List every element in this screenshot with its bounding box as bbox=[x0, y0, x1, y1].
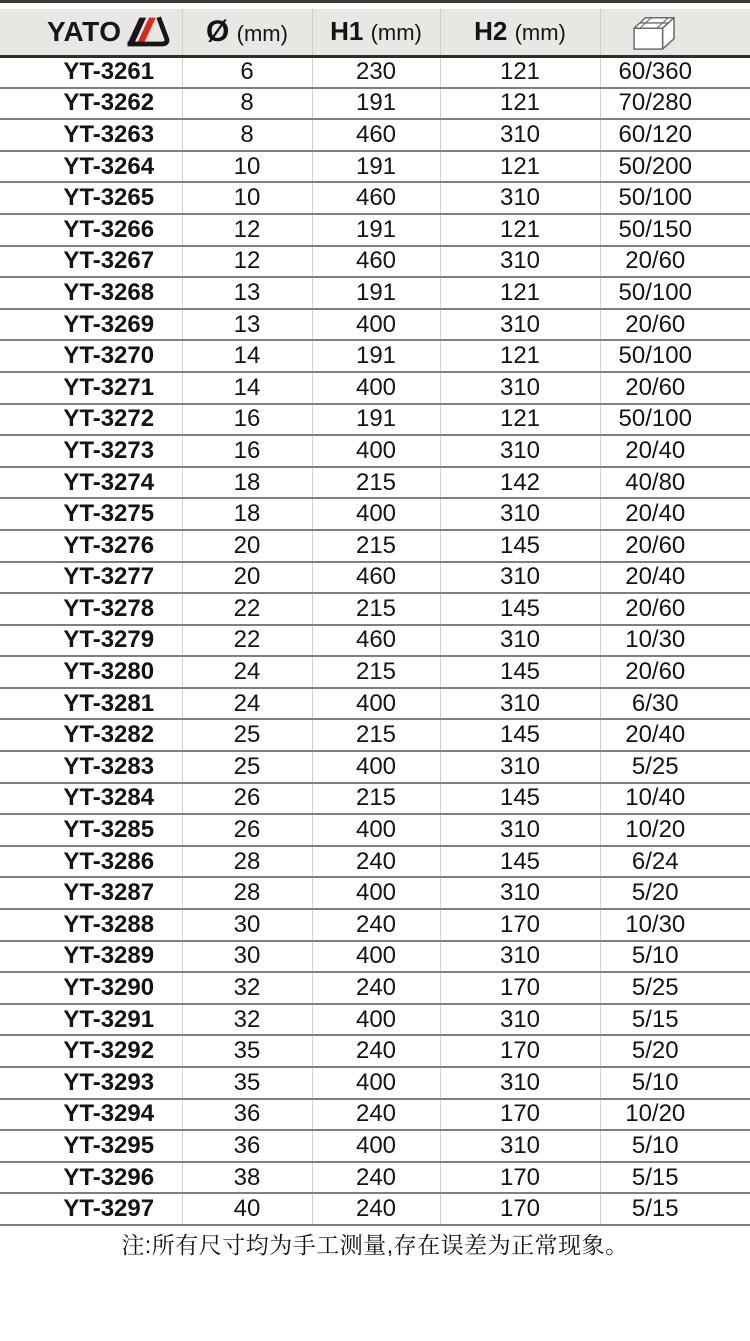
diameter-cell: 12 bbox=[182, 214, 312, 246]
h1-cell: 215 bbox=[312, 593, 440, 625]
h1-cell: 215 bbox=[312, 656, 440, 688]
diameter-cell: 26 bbox=[182, 814, 312, 846]
packaging-cell: 5/25 bbox=[600, 972, 750, 1004]
model-cell: YT-3279 bbox=[63, 626, 155, 654]
model-cell: YT-3296 bbox=[63, 1163, 155, 1191]
diameter-cell: 13 bbox=[182, 309, 312, 341]
table-row bbox=[0, 498, 750, 530]
packaging-cell: 20/60 bbox=[600, 246, 750, 278]
yato-brand-mark-icon bbox=[127, 16, 171, 48]
h2-cell: 145 bbox=[440, 593, 600, 625]
table-row bbox=[0, 1162, 750, 1194]
table-row bbox=[0, 151, 750, 183]
packaging-cell: 6/24 bbox=[600, 846, 750, 878]
packaging-cell: 20/60 bbox=[600, 593, 750, 625]
model-cell: YT-3297 bbox=[63, 1195, 155, 1223]
h1-cell: 400 bbox=[312, 309, 440, 341]
packaging-cell: 40/80 bbox=[600, 467, 750, 499]
table-row bbox=[0, 625, 750, 657]
model-cell: YT-3283 bbox=[63, 752, 155, 780]
diameter-unit: (mm) bbox=[236, 20, 288, 46]
h1-cell: 191 bbox=[312, 88, 440, 120]
table-row bbox=[0, 340, 750, 372]
h1-cell: 460 bbox=[312, 562, 440, 594]
h2-cell: 170 bbox=[440, 1162, 600, 1194]
model-cell: YT-3288 bbox=[63, 910, 155, 938]
diameter-cell: 20 bbox=[182, 562, 312, 594]
diameter-cell: 10 bbox=[182, 182, 312, 214]
table-row bbox=[0, 309, 750, 341]
model-cell: YT-3271 bbox=[63, 373, 155, 401]
column-header-h2 bbox=[440, 9, 600, 56]
packaging-cell: 20/60 bbox=[600, 372, 750, 404]
h1-cell: 215 bbox=[312, 719, 440, 751]
model-cell: YT-3264 bbox=[63, 152, 155, 180]
model-cell: YT-3266 bbox=[63, 215, 155, 243]
model-cell: YT-3290 bbox=[63, 974, 155, 1002]
table-row bbox=[0, 1099, 750, 1131]
column-header-h1 bbox=[312, 9, 440, 56]
h2-cell: 145 bbox=[440, 530, 600, 562]
h2-cell: 310 bbox=[440, 941, 600, 973]
packaging-cell: 50/150 bbox=[600, 214, 750, 246]
packaging-cell: 5/10 bbox=[600, 1067, 750, 1099]
h1-cell: 240 bbox=[312, 1099, 440, 1131]
column-header-packaging bbox=[600, 9, 750, 56]
h1-unit: (mm) bbox=[370, 20, 422, 46]
h2-label: H2 bbox=[474, 16, 508, 47]
h1-cell: 240 bbox=[312, 1162, 440, 1194]
table-row bbox=[0, 688, 750, 720]
table-row bbox=[0, 277, 750, 309]
packaging-cell: 20/40 bbox=[600, 719, 750, 751]
diameter-cell: 13 bbox=[182, 277, 312, 309]
model-cell: YT-3281 bbox=[63, 689, 155, 717]
table-row bbox=[0, 1004, 750, 1036]
diameter-cell: 28 bbox=[182, 846, 312, 878]
h2-cell: 310 bbox=[440, 814, 600, 846]
table-row bbox=[0, 656, 750, 688]
table-row bbox=[0, 909, 750, 941]
h1-cell: 215 bbox=[312, 783, 440, 815]
diameter-cell: 6 bbox=[182, 56, 312, 88]
h1-cell: 400 bbox=[312, 814, 440, 846]
model-cell: YT-3295 bbox=[63, 1131, 155, 1159]
h2-cell: 145 bbox=[440, 783, 600, 815]
h1-cell: 215 bbox=[312, 530, 440, 562]
h2-cell: 121 bbox=[440, 151, 600, 183]
model-cell: YT-3275 bbox=[63, 500, 155, 528]
model-cell: YT-3263 bbox=[63, 120, 155, 148]
measurement-note: 注:所有尺寸均为手工测量,存在误差为正常现象。 bbox=[121, 1231, 629, 1258]
h2-cell: 310 bbox=[440, 751, 600, 783]
model-cell: YT-3286 bbox=[63, 847, 155, 875]
packaging-cell: 20/40 bbox=[600, 562, 750, 594]
packaging-cell: 5/25 bbox=[600, 751, 750, 783]
h2-cell: 170 bbox=[440, 1035, 600, 1067]
h1-cell: 240 bbox=[312, 846, 440, 878]
diameter-cell: 28 bbox=[182, 877, 312, 909]
packaging-cell: 5/10 bbox=[600, 1130, 750, 1162]
diameter-cell: 24 bbox=[182, 688, 312, 720]
h1-cell: 460 bbox=[312, 246, 440, 278]
model-cell: YT-3268 bbox=[63, 278, 155, 306]
h1-cell: 191 bbox=[312, 404, 440, 436]
model-cell: YT-3284 bbox=[63, 784, 155, 812]
diameter-cell: 8 bbox=[182, 119, 312, 151]
diameter-cell: 22 bbox=[182, 625, 312, 657]
table-row bbox=[0, 941, 750, 973]
h1-cell: 400 bbox=[312, 435, 440, 467]
packaging-cell: 10/20 bbox=[600, 1099, 750, 1131]
table-row bbox=[0, 562, 750, 594]
diameter-cell: 26 bbox=[182, 783, 312, 815]
table-row bbox=[0, 246, 750, 278]
table-row bbox=[0, 119, 750, 151]
diameter-cell: 20 bbox=[182, 530, 312, 562]
h1-cell: 215 bbox=[312, 467, 440, 499]
diameter-cell: 14 bbox=[182, 372, 312, 404]
diameter-cell: 8 bbox=[182, 88, 312, 120]
packaging-cell: 20/60 bbox=[600, 530, 750, 562]
product-spec-table bbox=[0, 9, 750, 1226]
yato-logo-text: YATO bbox=[46, 15, 122, 47]
model-cell: YT-3287 bbox=[63, 879, 155, 907]
h2-cell: 121 bbox=[440, 340, 600, 372]
h1-cell: 400 bbox=[312, 498, 440, 530]
table-row bbox=[0, 530, 750, 562]
diameter-cell: 32 bbox=[182, 972, 312, 1004]
h1-cell: 191 bbox=[312, 340, 440, 372]
packaging-cell: 5/20 bbox=[600, 877, 750, 909]
header-row bbox=[0, 9, 750, 56]
diameter-cell: 30 bbox=[182, 941, 312, 973]
model-cell: YT-3273 bbox=[63, 436, 155, 464]
h2-cell: 310 bbox=[440, 688, 600, 720]
table-row bbox=[0, 846, 750, 878]
h1-cell: 460 bbox=[312, 119, 440, 151]
diameter-cell: 38 bbox=[182, 1162, 312, 1194]
model-cell: YT-3277 bbox=[63, 563, 155, 591]
h2-cell: 310 bbox=[440, 1130, 600, 1162]
model-cell: YT-3262 bbox=[63, 89, 155, 117]
diameter-cell: 24 bbox=[182, 656, 312, 688]
packaging-cell: 10/20 bbox=[600, 814, 750, 846]
diameter-cell: 32 bbox=[182, 1004, 312, 1036]
table-header bbox=[0, 9, 750, 56]
packaging-cell: 5/15 bbox=[600, 1162, 750, 1194]
model-cell: YT-3292 bbox=[63, 1037, 155, 1065]
table-row bbox=[0, 214, 750, 246]
diameter-cell: 18 bbox=[182, 498, 312, 530]
diameter-cell: 40 bbox=[182, 1193, 312, 1225]
model-cell: YT-3276 bbox=[63, 531, 155, 559]
h1-cell: 191 bbox=[312, 151, 440, 183]
table-row bbox=[0, 1130, 750, 1162]
model-cell: YT-3282 bbox=[63, 721, 155, 749]
h2-cell: 310 bbox=[440, 372, 600, 404]
model-cell: YT-3289 bbox=[63, 942, 155, 970]
packaging-cell: 50/100 bbox=[600, 340, 750, 372]
h2-cell: 170 bbox=[440, 972, 600, 1004]
h1-cell: 240 bbox=[312, 972, 440, 1004]
table-row bbox=[0, 593, 750, 625]
diameter-symbol: Ø bbox=[206, 14, 230, 48]
brand-header-cell bbox=[0, 9, 182, 56]
packaging-cell: 5/15 bbox=[600, 1193, 750, 1225]
packaging-cell: 20/60 bbox=[600, 309, 750, 341]
model-cell: YT-3272 bbox=[63, 405, 155, 433]
h2-cell: 145 bbox=[440, 846, 600, 878]
h2-cell: 121 bbox=[440, 404, 600, 436]
h2-cell: 310 bbox=[440, 246, 600, 278]
packaging-cell: 20/60 bbox=[600, 656, 750, 688]
packaging-cell: 50/100 bbox=[600, 182, 750, 214]
h2-cell: 310 bbox=[440, 498, 600, 530]
h1-cell: 400 bbox=[312, 1004, 440, 1036]
h2-cell: 170 bbox=[440, 909, 600, 941]
diameter-cell: 30 bbox=[182, 909, 312, 941]
h1-cell: 400 bbox=[312, 877, 440, 909]
table-row bbox=[0, 1067, 750, 1099]
h2-cell: 145 bbox=[440, 719, 600, 751]
diameter-cell: 12 bbox=[182, 246, 312, 278]
h1-cell: 240 bbox=[312, 1035, 440, 1067]
h2-cell: 310 bbox=[440, 182, 600, 214]
packaging-cell: 5/15 bbox=[600, 1004, 750, 1036]
h1-cell: 400 bbox=[312, 372, 440, 404]
packaging-cell: 6/30 bbox=[600, 688, 750, 720]
model-cell: YT-3278 bbox=[63, 594, 155, 622]
diameter-cell: 36 bbox=[182, 1099, 312, 1131]
h1-cell: 240 bbox=[312, 909, 440, 941]
h2-cell: 310 bbox=[440, 435, 600, 467]
h1-cell: 191 bbox=[312, 277, 440, 309]
carton-box-icon bbox=[601, 13, 711, 51]
h1-cell: 400 bbox=[312, 751, 440, 783]
table-row bbox=[0, 404, 750, 436]
table-row bbox=[0, 182, 750, 214]
table-row bbox=[0, 972, 750, 1004]
h2-unit: (mm) bbox=[514, 20, 566, 46]
packaging-cell: 5/10 bbox=[600, 941, 750, 973]
h2-cell: 121 bbox=[440, 56, 600, 88]
h2-cell: 170 bbox=[440, 1193, 600, 1225]
h1-cell: 400 bbox=[312, 688, 440, 720]
table-row bbox=[0, 372, 750, 404]
model-cell: YT-3280 bbox=[63, 658, 155, 686]
model-cell: YT-3274 bbox=[63, 468, 155, 496]
packaging-cell: 60/360 bbox=[600, 56, 750, 88]
model-cell: YT-3267 bbox=[63, 247, 155, 275]
packaging-cell: 50/200 bbox=[600, 151, 750, 183]
table-row bbox=[0, 719, 750, 751]
diameter-cell: 25 bbox=[182, 751, 312, 783]
h2-cell: 121 bbox=[440, 88, 600, 120]
packaging-cell: 10/30 bbox=[600, 625, 750, 657]
packaging-cell: 20/40 bbox=[600, 435, 750, 467]
h2-cell: 310 bbox=[440, 1004, 600, 1036]
diameter-cell: 35 bbox=[182, 1035, 312, 1067]
diameter-cell: 18 bbox=[182, 467, 312, 499]
model-cell: YT-3269 bbox=[63, 310, 155, 338]
table-row bbox=[0, 1035, 750, 1067]
model-cell: YT-3270 bbox=[63, 342, 155, 370]
h2-cell: 121 bbox=[440, 214, 600, 246]
model-cell: YT-3293 bbox=[63, 1068, 155, 1096]
h1-cell: 460 bbox=[312, 625, 440, 657]
packaging-cell: 50/100 bbox=[600, 277, 750, 309]
table-row bbox=[0, 1193, 750, 1225]
packaging-cell: 50/100 bbox=[600, 404, 750, 436]
h2-cell: 310 bbox=[440, 877, 600, 909]
table-row bbox=[0, 56, 750, 88]
h2-cell: 310 bbox=[440, 309, 600, 341]
model-cell: YT-3265 bbox=[63, 184, 155, 212]
h1-cell: 230 bbox=[312, 56, 440, 88]
table-row bbox=[0, 88, 750, 120]
h1-cell: 400 bbox=[312, 1067, 440, 1099]
diameter-cell: 16 bbox=[182, 435, 312, 467]
diameter-cell: 25 bbox=[182, 719, 312, 751]
h1-cell: 400 bbox=[312, 1130, 440, 1162]
column-header-diameter bbox=[182, 9, 312, 56]
h2-cell: 310 bbox=[440, 562, 600, 594]
h1-cell: 240 bbox=[312, 1193, 440, 1225]
h1-cell: 460 bbox=[312, 182, 440, 214]
diameter-cell: 16 bbox=[182, 404, 312, 436]
h2-cell: 310 bbox=[440, 625, 600, 657]
diameter-cell: 36 bbox=[182, 1130, 312, 1162]
h1-label: H1 bbox=[330, 16, 364, 47]
h2-cell: 310 bbox=[440, 119, 600, 151]
model-cell: YT-3261 bbox=[63, 58, 155, 86]
table-row bbox=[0, 783, 750, 815]
table-row bbox=[0, 877, 750, 909]
table-row bbox=[0, 435, 750, 467]
model-cell: YT-3294 bbox=[63, 1100, 155, 1128]
table-row bbox=[0, 467, 750, 499]
h2-cell: 145 bbox=[440, 656, 600, 688]
h2-cell: 170 bbox=[440, 1099, 600, 1131]
packaging-cell: 10/40 bbox=[600, 783, 750, 815]
diameter-cell: 35 bbox=[182, 1067, 312, 1099]
packaging-cell: 5/20 bbox=[600, 1035, 750, 1067]
diameter-cell: 14 bbox=[182, 340, 312, 372]
h1-cell: 191 bbox=[312, 214, 440, 246]
packaging-cell: 60/120 bbox=[600, 119, 750, 151]
h2-cell: 142 bbox=[440, 467, 600, 499]
h2-cell: 310 bbox=[440, 1067, 600, 1099]
spec-table-body bbox=[0, 56, 750, 1225]
yato-logo bbox=[47, 16, 171, 48]
table-row bbox=[0, 814, 750, 846]
packaging-cell: 20/40 bbox=[600, 498, 750, 530]
model-cell: YT-3285 bbox=[63, 816, 155, 844]
diameter-cell: 10 bbox=[182, 151, 312, 183]
model-cell: YT-3291 bbox=[63, 1005, 155, 1033]
h2-cell: 121 bbox=[440, 277, 600, 309]
table-row bbox=[0, 751, 750, 783]
packaging-cell: 10/30 bbox=[600, 909, 750, 941]
packaging-cell: 70/280 bbox=[600, 88, 750, 120]
diameter-cell: 22 bbox=[182, 593, 312, 625]
h1-cell: 400 bbox=[312, 941, 440, 973]
